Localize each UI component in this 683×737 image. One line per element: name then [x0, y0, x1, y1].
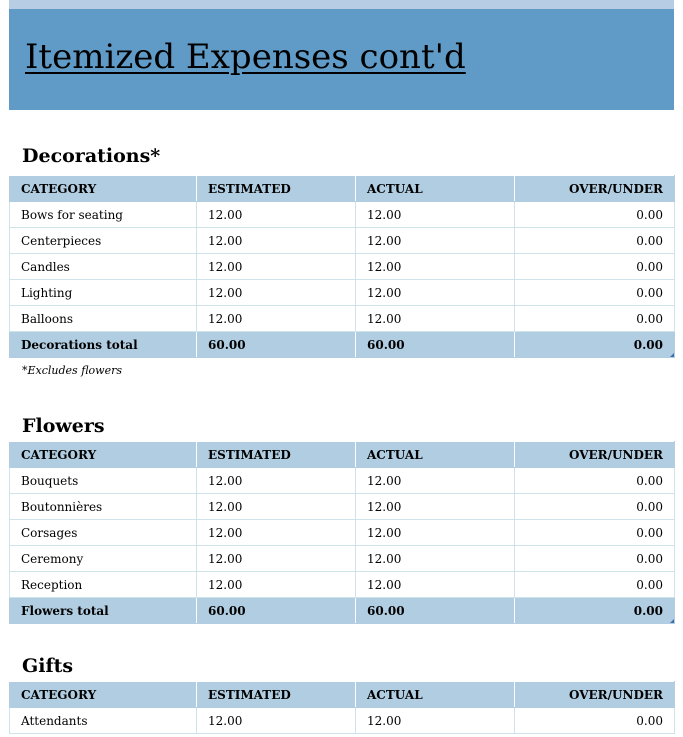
column-header-category[interactable]: CATEGORY: [10, 442, 197, 468]
total-over-under[interactable]: [515, 598, 675, 624]
cell-over-under[interactable]: 0.00: [515, 254, 675, 280]
table-row: [10, 306, 675, 332]
column-header-estimated[interactable]: ESTIMATED: [197, 682, 356, 708]
total-estimated[interactable]: 60.00: [197, 332, 356, 358]
cell-category[interactable]: Ceremony: [10, 546, 197, 572]
cell-actual[interactable]: 12.00: [356, 280, 515, 306]
cell-over-under[interactable]: 0.00: [515, 494, 675, 520]
cell-estimated[interactable]: 12.00: [197, 306, 356, 332]
cell-estimated[interactable]: 12.00: [197, 572, 356, 598]
column-header-estimated[interactable]: ESTIMATED: [197, 442, 356, 468]
cell-category[interactable]: Balloons: [10, 306, 197, 332]
total-actual[interactable]: 60.00: [356, 598, 515, 624]
table-row: [10, 228, 675, 254]
cell-estimated[interactable]: 12.00: [197, 254, 356, 280]
cell-actual[interactable]: 12.00: [356, 572, 515, 598]
column-header-over-under[interactable]: OVER/UNDER: [515, 176, 675, 202]
gifts-table: [9, 681, 675, 734]
table-row: [10, 202, 675, 228]
cell-category[interactable]: Reception: [10, 572, 197, 598]
total-actual[interactable]: 60.00: [356, 332, 515, 358]
cell-category[interactable]: Bouquets: [10, 468, 197, 494]
cell-over-under[interactable]: 0.00: [515, 202, 675, 228]
cell-over-under[interactable]: 0.00: [515, 708, 675, 734]
table-header-row: [10, 176, 675, 202]
total-over-under-value: 0.00: [633, 337, 663, 352]
total-estimated[interactable]: 60.00: [197, 598, 356, 624]
cell-estimated[interactable]: 12.00: [197, 494, 356, 520]
total-row: [10, 332, 675, 358]
banner-top-strip: [9, 0, 674, 9]
cell-estimated[interactable]: 12.00: [197, 280, 356, 306]
cell-estimated[interactable]: 12.00: [197, 546, 356, 572]
cell-estimated[interactable]: 12.00: [197, 468, 356, 494]
cell-category[interactable]: Centerpieces: [10, 228, 197, 254]
flowers-table: [9, 441, 675, 624]
cell-actual[interactable]: 12.00: [356, 708, 515, 734]
cell-actual[interactable]: 12.00: [356, 254, 515, 280]
total-label[interactable]: Decorations total: [10, 332, 197, 358]
cell-over-under[interactable]: 0.00: [515, 546, 675, 572]
cell-over-under[interactable]: 0.00: [515, 228, 675, 254]
cell-over-under[interactable]: 0.00: [515, 520, 675, 546]
cell-actual[interactable]: 12.00: [356, 228, 515, 254]
cell-category[interactable]: Boutonnières: [10, 494, 197, 520]
cell-estimated[interactable]: 12.00: [197, 228, 356, 254]
column-header-actual[interactable]: ACTUAL: [356, 176, 515, 202]
cell-actual[interactable]: 12.00: [356, 202, 515, 228]
table-resize-handle-icon[interactable]: [670, 353, 674, 357]
table-row: [10, 520, 675, 546]
column-header-actual[interactable]: ACTUAL: [356, 682, 515, 708]
column-header-category[interactable]: CATEGORY: [10, 682, 197, 708]
cell-actual[interactable]: 12.00: [356, 494, 515, 520]
cell-over-under[interactable]: 0.00: [515, 280, 675, 306]
column-header-category[interactable]: CATEGORY: [10, 176, 197, 202]
cell-over-under[interactable]: 0.00: [515, 306, 675, 332]
table-row: [10, 280, 675, 306]
total-over-under[interactable]: [515, 332, 675, 358]
table-row: [10, 254, 675, 280]
cell-actual[interactable]: 12.00: [356, 520, 515, 546]
total-label[interactable]: Flowers total: [10, 598, 197, 624]
column-header-over-under[interactable]: OVER/UNDER: [515, 682, 675, 708]
column-header-actual[interactable]: ACTUAL: [356, 442, 515, 468]
page-title[interactable]: Itemized Expenses cont'd: [25, 37, 466, 77]
cell-over-under[interactable]: 0.00: [515, 468, 675, 494]
decorations-table: [9, 175, 675, 358]
cell-category[interactable]: Attendants: [10, 708, 197, 734]
table-header-row: [10, 442, 675, 468]
decorations-footnote[interactable]: *Excludes flowers: [22, 364, 122, 377]
table-resize-handle-icon[interactable]: [670, 619, 674, 623]
cell-estimated[interactable]: 12.00: [197, 708, 356, 734]
total-row: [10, 598, 675, 624]
cell-category[interactable]: Candles: [10, 254, 197, 280]
cell-category[interactable]: Bows for seating: [10, 202, 197, 228]
cell-actual[interactable]: 12.00: [356, 468, 515, 494]
table-row: [10, 708, 675, 734]
cell-estimated[interactable]: 12.00: [197, 202, 356, 228]
cell-category[interactable]: Corsages: [10, 520, 197, 546]
section-heading-gifts[interactable]: Gifts: [22, 655, 74, 677]
table-header-row: [10, 682, 675, 708]
cell-estimated[interactable]: 12.00: [197, 520, 356, 546]
column-header-estimated[interactable]: ESTIMATED: [197, 176, 356, 202]
table-row: [10, 546, 675, 572]
section-heading-flowers[interactable]: Flowers: [22, 415, 105, 437]
column-header-over-under[interactable]: OVER/UNDER: [515, 442, 675, 468]
cell-over-under[interactable]: 0.00: [515, 572, 675, 598]
table-row: [10, 572, 675, 598]
cell-actual[interactable]: 12.00: [356, 546, 515, 572]
section-heading-decorations[interactable]: Decorations*: [22, 145, 161, 167]
table-row: [10, 494, 675, 520]
title-banner: [9, 9, 674, 110]
table-row: [10, 468, 675, 494]
cell-actual[interactable]: 12.00: [356, 306, 515, 332]
total-over-under-value: 0.00: [633, 603, 663, 618]
cell-category[interactable]: Lighting: [10, 280, 197, 306]
